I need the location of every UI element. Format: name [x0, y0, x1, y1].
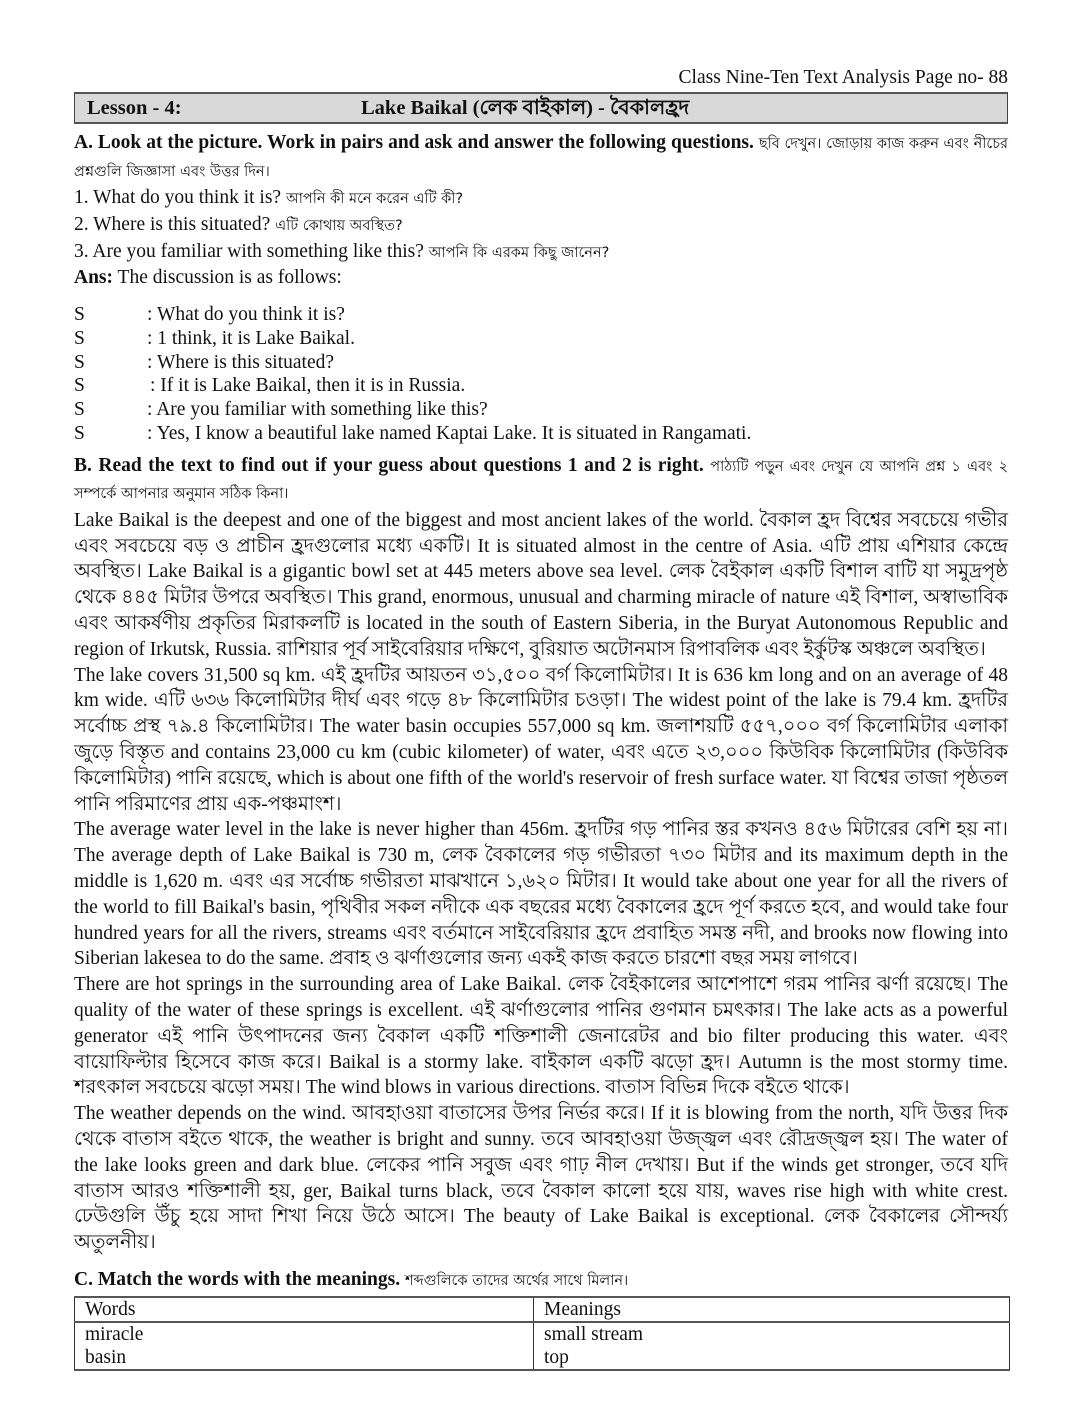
question-en: 3. Are you familiar with something like this?: [74, 241, 424, 262]
dialogue-line: [74, 398, 1008, 422]
section-b-heading-bn: পাঠ্যটি পড়ুন এবং দেখুন যে আপনি প্রশ্ন ১ এবং ২ সম্পর্কে আপনার অনুমান সঠিক কিনা।: [74, 458, 1009, 503]
meaning-cell: top: [534, 1346, 1010, 1370]
paragraph-springs: There are hot springs in the surrounding area of Lake Baikal. লেক বৈইকালের আশেপাশে গরম পানির ঝর্ণা রয়েছে। The quality of the water of these springs is excellent. এই ঝর্ণাগুলোর পানির গুণমান চমৎকার। The lake acts as a powerful generator এই পানি উৎপাদনের জন্য বৈকাল একটি শক্তিশালী জেনারেটর and bio filter producing this water. এবং বায়োফিল্টার হিসেবে কাজ করে। Baikal is a stormy lake. বাইকাল একটি ঝড়ো হ্রদ। Autumn is the most stormy time. শরৎকাল সবচেয়ে ঝড়ো সময়। The wind blows in various directions. বাতাস বিভিন্ন দিকে বইতে থাকে।: [74, 974, 1008, 1099]
utterance: : Where is this situated?: [147, 351, 335, 373]
question-en: 1. What do you think it is?: [74, 187, 282, 208]
page-header: Class Nine-Ten Text Analysis Page no- 88: [678, 67, 1008, 88]
utterance: : Are you familiar with something like this?: [147, 399, 488, 421]
dialogue-line: [74, 327, 1008, 351]
question-bn: এটি কোথায় অবস্থিত?: [275, 218, 403, 234]
question-item: [74, 212, 1008, 239]
question-bn: আপনি কি এরকম কিছু জানেন?: [428, 245, 610, 261]
question-list: [74, 185, 1008, 266]
section-b-heading: [74, 453, 1008, 508]
speaker: S: [74, 375, 85, 397]
section-c-heading-en: C. Match the words with the meanings.: [74, 1268, 401, 1290]
paragraph-weather: The weather depends on the wind. আবহাওয়া বাতাসের উপর নির্ভর করে। If it is blowing from the north, যদি উত্তর দিক থেকে বাতাস বইতে থাকে, the weather is bright and sunny. তবে আবহাওয়া উজ্জ্বল এবং রৌদ্রজ্জ্বল হয়। The water of the lake looks green and dark blue. লেকের পানি সবুজ এবং গাঢ় নীল দেখায়। But if the winds get stronger, তবে যদি বাতাস আরও শক্তিশালী হয়, ger, Baikal turns black, তবে বৈকাল কালো হয়ে যায়, waves rise high with white crest. ঢেউগুলি উঁচু হয়ে সাদা শিখা নিয়ে উঠে আসে। The beauty of Lake Baikal is exceptional. লেক বৈকালের সৌন্দর্য্য অতুলনীয়।: [74, 1103, 1008, 1254]
question-item: [74, 185, 1008, 212]
utterance: : What do you think it is?: [147, 304, 345, 325]
answer-text: The discussion is as follows:: [117, 267, 342, 288]
section-a-heading-bn: ছবি দেখুন। জোড়ায় কাজ করুন এবং নীচের প্রশ্নগুলি জিজ্ঞাসা এবং উত্তর দিন।: [74, 136, 1008, 180]
speaker: S: [74, 304, 85, 325]
speaker: S: [74, 327, 85, 349]
lesson-number: Lesson - 4:: [87, 97, 182, 119]
speaker: S: [74, 351, 85, 373]
column-header-meanings: Meanings: [534, 1297, 1010, 1322]
utterance: : Yes, I know a beautiful lake named Kaptai Lake. It is situated in Rangamati.: [147, 422, 752, 444]
paragraph-dimensions: The lake covers 31,500 sq km. এই হ্রদটির আয়তন ৩১,৫০০ বর্গ কিলোমিটার। It is 636 km long and on an average of 48 km wide. এটি ৬৩৬ কিলোমিটার দীর্ঘ এবং গড়ে ৪৮ কিলোমিটার চওড়া। The widest point of the lake is 79.4 km. হ্রদটির সর্বোচ্চ প্রস্থ ৭৯.৪ কিলোমিটার। The water basin occupies 557,000 sq km. জলাশয়টি ৫৫৭,০০০ বর্গ কিলোমিটার এলাকা জুড়ে বিস্তৃত and contains 23,000 cu km (cubic kilometer) of water, এবং এতে ২৩,০০০ কিউবিক কিলোমিটার (কিউবিক কিলোমিটার) পানি রয়েছে, which is about one fifth of the world's reservoir of fresh surface water. যা বিশ্বের তাজা পৃষ্ঠতল পানি পরিমাণের প্রায় এক-পঞ্চমাংশ।: [74, 664, 1008, 815]
section-a-heading: [74, 130, 1008, 185]
question-item: [74, 239, 1008, 266]
section-c-heading: [74, 1267, 1008, 1295]
speaker: S: [74, 399, 85, 421]
word-cell: basin: [75, 1346, 534, 1370]
answer-intro: [74, 266, 1008, 290]
section-a-heading-en: A. Look at the picture. Work in pairs and ask and answer the following questions.: [74, 132, 754, 153]
dialogue-line: [74, 351, 1008, 375]
answer-label: Ans:: [74, 267, 114, 288]
dialogue-line: [74, 374, 1008, 398]
paragraph-intro: Lake Baikal is the deepest and one of the biggest and most ancient lakes of the world. বৈকাল হ্রদ বিশ্বের সবচেয়ে গভীর এবং সবচেয়ে বড় ও প্রাচীন হ্রদগুলোর মধ্যে একটি। It is situated almost in the centre of Asia. এটি প্রায় এশিয়ার কেন্দ্রে অবস্থিত। Lake Baikal is a gigantic bowl set at 445 meters above sea level. লেক বৈইকাল একটি বিশাল বাটি যা সমুদ্রপৃষ্ঠ থেকে ৪৪৫ মিটার উপরে অবস্থিত। This grand, enormous, unusual and charming miracle of nature এই বিশাল, অস্বাভাবিক এবং আকর্ষণীয় প্রকৃতির মিরাকলটি is located in the south of Eastern Siberia, in the Buryat Autonomous Republic and region of Irkutsk, Russia. রাশিয়ার পূর্ব সাইবেরিয়ার দক্ষিণে, বুরিয়াত অটোনমাস রিপাবলিক এবং ইর্কুটস্ক অঞ্চলে অবস্থিত।: [74, 509, 1008, 660]
table-header-row: [75, 1297, 1010, 1322]
speaker: S: [74, 422, 85, 444]
utterance: : If it is Lake Baikal, then it is in Russia.: [150, 375, 466, 397]
word-cell: miracle: [75, 1322, 534, 1346]
table-row: [75, 1322, 1010, 1346]
paragraph-depth: The average water level in the lake is never higher than 456m. হ্রদটির গড় পানির স্তর কখনও ৪৫৬ মিটারের বেশি হয় না। The average depth of Lake Baikal is 730 m, লেক বৈকালের গড় গভীরতা ৭৩০ মিটার and its maximum depth in the middle is 1,620 m. এবং এর সর্বোচ্চ গভীরতা মাঝখানে ১,৬২০ মিটার। It would take about one year for all the rivers of the world to fill Baikal's basin, পৃথিবীর সকল নদীকে এক বছরের মধ্যে বৈকালের হ্রদে পূর্ণ করতে হবে, and would take four hundred years for all the rivers, streams এবং বর্তমানে সাইবেরিয়ার হ্রদে প্রবাহিত সমস্ত নদী, and brooks now flowing into Siberian lakesea to do the same. প্রবাহ ও ঝর্ণাগুলোর জন্য একই কাজ করতে চারশো বছর সময় লাগবে।: [74, 819, 1008, 970]
meaning-cell: small stream: [534, 1322, 1010, 1346]
lesson-title: Lake Baikal (লেক বাইকাল) - বৈকালহ্রদ: [361, 97, 690, 119]
utterance: : 1 think, it is Lake Baikal.: [147, 327, 355, 349]
dialogue-line: [74, 303, 1008, 327]
dialogue-line: [74, 422, 1008, 446]
question-bn: আপনি কী মনে করেন এটি কী?: [285, 191, 464, 207]
lesson-title-bar: [74, 92, 1008, 124]
table-row: [75, 1346, 1010, 1370]
match-table: [74, 1296, 1010, 1371]
question-en: 2. Where is this situated?: [74, 214, 271, 235]
section-b-heading-en: B. Read the text to find out if your guess about questions 1 and 2 is right.: [74, 454, 704, 476]
document-page: [74, 66, 1008, 1371]
dialogue: [74, 303, 1008, 446]
section-c-heading-bn: শব্দগুলিকে তাদের অর্থের সাথে মিলান।: [404, 1272, 629, 1289]
column-header-words: Words: [75, 1297, 534, 1322]
